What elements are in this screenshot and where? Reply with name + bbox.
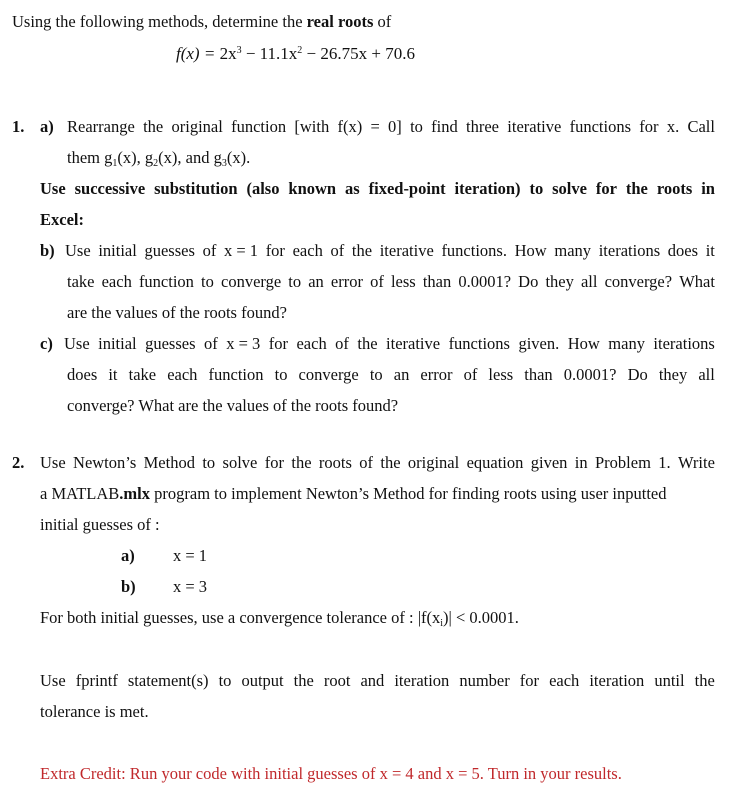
word: all: [698, 365, 715, 384]
word: statement(s): [127, 671, 209, 690]
equation-term-2: − 11.1x: [241, 44, 298, 63]
problem1b-line2: [67, 272, 715, 292]
word: Write: [678, 453, 715, 472]
guess-a-value: x = 1: [173, 546, 208, 565]
word: f(x): [337, 117, 363, 136]
word: as: [345, 179, 360, 198]
word: than: [422, 272, 452, 291]
word: How: [514, 241, 547, 260]
guess-b-label: b): [121, 577, 136, 596]
word: to: [274, 365, 288, 384]
word: functions: [448, 334, 510, 353]
word: functions: [569, 117, 632, 136]
word: initial: [98, 241, 137, 260]
word: roots: [656, 179, 693, 198]
word: the: [625, 179, 648, 198]
word: in: [701, 179, 715, 198]
problem1c-label: c): [40, 334, 53, 353]
word: Rearrange: [67, 117, 135, 136]
problem2-number: 2.: [12, 453, 25, 472]
word: the: [291, 453, 312, 472]
word: iterations: [598, 241, 661, 260]
word: for: [639, 117, 659, 136]
intro-text: Using the following methods, determine the: [12, 12, 303, 31]
word: of: [204, 334, 218, 353]
word: iterative: [507, 117, 562, 136]
problem1-number: 1.: [12, 117, 25, 136]
word: Use: [40, 179, 66, 198]
word: does: [67, 365, 98, 384]
word: substitution: [154, 179, 238, 198]
word: take: [128, 365, 157, 384]
word: original: [407, 453, 460, 472]
equation: [176, 44, 415, 64]
word: less: [390, 272, 416, 291]
equation-exp-1: 3: [236, 45, 242, 56]
word: each: [549, 671, 580, 690]
word: successive: [74, 179, 146, 198]
word: [with: [294, 117, 330, 136]
problem1c-line2: [67, 365, 715, 385]
word: How: [567, 334, 600, 353]
word: of: [335, 334, 349, 353]
word: less: [488, 365, 514, 384]
word: iterative: [379, 241, 434, 260]
word: output: [241, 671, 284, 690]
word: many: [608, 334, 645, 353]
word: functions.: [441, 241, 507, 260]
word: an: [308, 272, 324, 291]
word: the: [357, 334, 378, 353]
word: for: [519, 671, 540, 690]
problem1b-line1: [65, 241, 715, 261]
guess-b-value: x = 3: [173, 577, 208, 596]
word: the: [351, 241, 373, 260]
word: guesses: [145, 334, 196, 353]
guess-a-label: a): [121, 546, 135, 565]
word: they: [658, 365, 688, 384]
word: until: [654, 671, 685, 690]
word: error: [330, 272, 363, 291]
word: all: [580, 272, 598, 291]
intro-bold-text: real roots: [306, 12, 374, 31]
word: for: [264, 453, 284, 472]
word: x = 3: [226, 334, 261, 353]
word: find: [431, 117, 458, 136]
word: to: [218, 671, 232, 690]
word: an: [393, 365, 410, 384]
word: solve: [222, 453, 258, 472]
word: converge: [298, 365, 359, 384]
word: Use: [64, 334, 90, 353]
word: Use: [65, 241, 91, 260]
word: for: [265, 241, 285, 260]
word: to: [288, 272, 302, 291]
word: to: [529, 179, 544, 198]
word: of: [463, 365, 478, 384]
word: x.: [666, 117, 680, 136]
word: root: [323, 671, 351, 690]
word: x = 1: [223, 241, 259, 260]
word: to: [410, 117, 423, 136]
word: each: [292, 241, 323, 260]
word: of: [370, 272, 384, 291]
word: original: [171, 117, 223, 136]
word: Use: [40, 453, 66, 472]
word: does: [667, 241, 699, 260]
word: many: [554, 241, 592, 260]
word: number: [459, 671, 510, 690]
equation-term-1: 2x: [219, 44, 237, 63]
intro-line: [12, 12, 391, 32]
word: Do: [518, 272, 539, 291]
word: for: [595, 179, 617, 198]
word: initial: [98, 334, 137, 353]
word: 0.0001?: [563, 365, 617, 384]
word: solve: [552, 179, 587, 198]
word: error: [420, 365, 453, 384]
word: Use: [40, 671, 66, 690]
word: converge: [221, 272, 282, 291]
word: function: [208, 365, 264, 384]
word: it: [705, 241, 715, 260]
word: Newton’s: [73, 453, 137, 472]
word: fprintf: [75, 671, 118, 690]
word: given.: [518, 334, 560, 353]
word: it: [108, 365, 118, 384]
problem1-instruction-line1: [40, 179, 715, 199]
word: Problem: [595, 453, 651, 472]
word: iteration: [589, 671, 645, 690]
problem1c-line3: converge? What are the values of the roots found?: [67, 396, 399, 415]
word: 0]: [388, 117, 402, 136]
word: to: [369, 365, 383, 384]
word: to: [202, 453, 216, 472]
word: fixed-point: [368, 179, 446, 198]
word: of: [202, 241, 217, 260]
problem1b-label: b): [40, 241, 55, 260]
problem1c-line1: [64, 334, 715, 354]
word: each: [167, 365, 198, 384]
problem1a-line2: them $g_1(x)$, $g_2(x)$, and $g_3(x)$.: [67, 148, 251, 169]
word: for: [268, 334, 288, 353]
extra-credit: Extra Credit: Run your code with initial guesses of x = 4 and x = 5. Turn in your results.: [40, 764, 622, 783]
tolerance-line: For both initial guesses, use a convergence tolerance of : $|f(x_i)| < 0.0001$.: [40, 608, 519, 629]
word: the: [293, 671, 314, 690]
word: known: [288, 179, 337, 198]
word: of: [359, 453, 373, 472]
problem1a-label: a): [40, 117, 54, 136]
word: 1.: [658, 453, 671, 472]
word: the: [694, 671, 715, 690]
word: iteration: [394, 671, 450, 690]
word: each: [296, 334, 327, 353]
problem1-instruction-line2: Excel:: [40, 210, 84, 229]
equation-exp-2: 2: [297, 45, 303, 56]
word: converge?: [604, 272, 673, 291]
word: iteration): [454, 179, 521, 198]
word: than: [524, 365, 553, 384]
word: What: [679, 272, 715, 291]
fprintf-line2: tolerance is met.: [40, 702, 149, 721]
equation-term-3: − 26.75x + 70.6: [302, 44, 415, 63]
equation-lhs: f(x) =: [176, 44, 220, 63]
word: =: [370, 117, 380, 136]
intro-tail: of: [377, 12, 392, 31]
word: function: [138, 272, 194, 291]
problem2-line3: initial guesses of :: [40, 515, 160, 534]
word: (also: [246, 179, 280, 198]
word: guesses: [144, 241, 195, 260]
word: Do: [627, 365, 648, 384]
word: function: [231, 117, 287, 136]
word: to: [201, 272, 214, 291]
word: the: [143, 117, 164, 136]
word: Method: [143, 453, 195, 472]
problem1a-line1: [67, 117, 715, 137]
problem2-line1: [40, 453, 715, 473]
word: three: [466, 117, 500, 136]
word: in: [574, 453, 588, 472]
word: they: [545, 272, 574, 291]
word: 0.0001?: [458, 272, 512, 291]
fprintf-line1: [40, 671, 715, 691]
word: the: [380, 453, 401, 472]
word: iterations: [653, 334, 715, 353]
word: of: [330, 241, 345, 260]
problem1b-line3: are the values of the roots found?: [67, 303, 287, 322]
word: given: [530, 453, 568, 472]
word: and: [360, 671, 385, 690]
word: roots: [318, 453, 352, 472]
word: equation: [466, 453, 524, 472]
word: take: [67, 272, 95, 291]
word: iterative: [386, 334, 441, 353]
word: Call: [687, 117, 715, 136]
word: each: [101, 272, 132, 291]
problem2-line2: a MATLAB.mlx program to implement Newton’s Method for finding roots using user inputted: [40, 484, 667, 503]
